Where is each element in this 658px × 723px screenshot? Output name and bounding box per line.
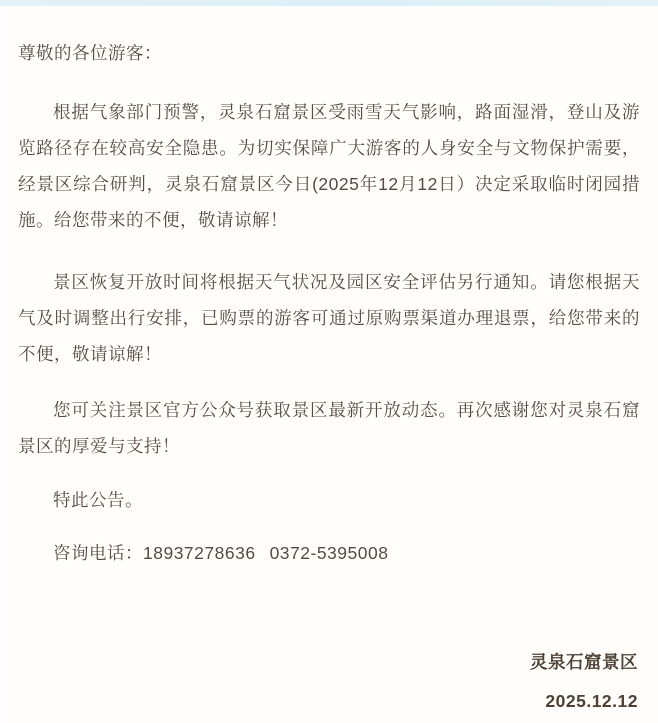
closing-line: 特此公告。 (53, 490, 143, 510)
notice-footer (18, 644, 640, 719)
notice-paragraph-official-account: 您可关注景区官方公众号获取景区最新开放动态。再次感谢您对灵泉石窟景区的厚爱与支持！ (18, 400, 640, 456)
signature: 灵泉石窟景区 (530, 652, 638, 672)
notice-body (0, 6, 658, 719)
contact-line (18, 535, 640, 571)
notice-paragraph-weather-closure: 根据气象部门预警，灵泉石窟景区受雨雪天气影响，路面湿滑，登山及游览路径存在较高安全隐患。为切实保障广大游客的人身安全与文物保护需要，经景区综合研判，灵泉石窟景区今日(2025年12月12日）决定采取临时闭园措施。给您带来的不便，敬请谅解！ (18, 102, 640, 230)
notice-paragraph-reopen-refund: 景区恢复开放时间将根据天气状况及园区安全评估另行通知。请您根据天气及时调整出行安排，已购票的游客可通过原购票渠道办理退票，给您带来的不便，敬请谅解！ (18, 272, 640, 364)
contact-phone-landline: 0372-5395008 (269, 543, 389, 563)
contact-phone-mobile: 18937278636 (143, 543, 256, 563)
greeting-line: 尊敬的各位游客： (18, 43, 162, 63)
left-edge-highlight (0, 6, 4, 723)
contact-label: 咨询电话： (53, 543, 143, 563)
notice-date: 2025.12.12 (545, 691, 638, 711)
